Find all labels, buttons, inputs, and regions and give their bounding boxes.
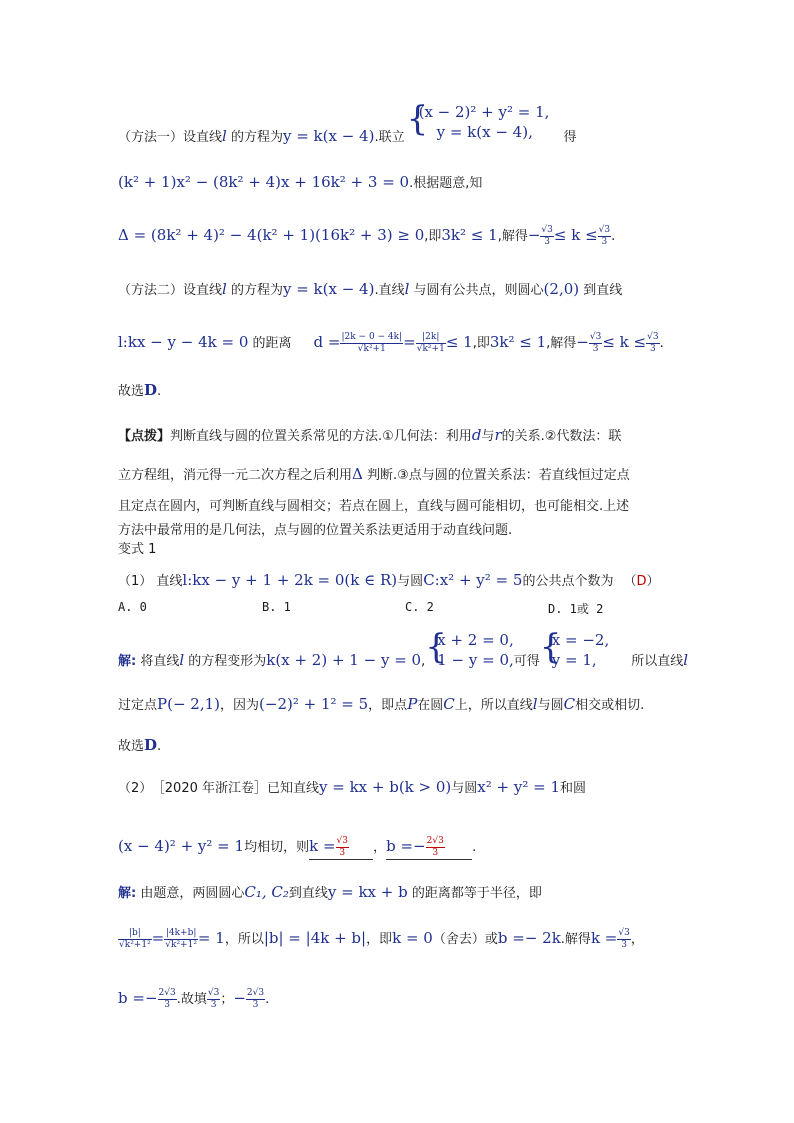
solution-2-line2: $\frac{|b|}{\text{√k²+1²}}$ = $\frac{|4k+b|}{\text{√k²+1²}}$ = 1，所以|b| = |4k + b|，即k = 0（舍去）或b =− 2k.解得k = $\frac{√3}{3}$ ， xyxy=(119,928,644,950)
equation-system: { (x − 2)² + y² = 1, y = k(x − 4), xyxy=(406,98,550,141)
answer-line: 故选D. xyxy=(118,381,162,399)
question-1: （1） 直线l:kx − y + 1 + 2k = 0(k ∈ R)与圆C:x² + y² = 5的公共点个数为 （D） xyxy=(118,571,660,589)
solution-2-line3: b =− $\frac{2√3}{3}$ .故填 $\frac{√3}{3}$ ；− $\frac{2√3}{3}$ . xyxy=(118,988,270,1010)
tip-line2: 立方程组，消元得一元二次方程之后利用Δ 判断.③点与圆的位置关系法：若直线恒过定点 xyxy=(118,465,630,483)
fraction: $\frac{√3}{3}$ xyxy=(618,928,630,950)
question-2-line2: (x − 4)² + y² = 1均相切，则k = $\frac{√3}{3}$ ，b =− $\frac{2√3}{3}$ . xyxy=(118,836,477,858)
answer-line: 故选D. xyxy=(118,736,162,754)
fraction: $\frac{√3}{3}$ xyxy=(541,225,553,247)
option-c: C. 2 xyxy=(405,600,434,614)
fraction: $\frac{|b|}{\text{√k²+1²}}$ xyxy=(119,928,151,950)
fraction: $\frac{√3}{3}$ xyxy=(598,225,611,247)
method1-line: （方法一）设直线l 的方程为y = k(x − 4).联立 { (x − 2)² + y² = 1, y = k(x − 4), 得 xyxy=(118,98,577,145)
variant-heading: 变式 1 xyxy=(118,542,157,557)
tip-line1: 【点拨】判断直线与圆的位置关系常见的方法.①几何法：利用d与r的关系.②代数法：联 xyxy=(118,426,622,444)
option-d: D. 1或 2 xyxy=(548,602,604,616)
answer-blank[interactable]: b =− $\frac{2√3}{3}$ xyxy=(386,836,472,860)
method2-line: （方法二）设直线l 的方程为y = k(x − 4).直线l 与圆有公共点，则圆心(2,0) 到直线 xyxy=(118,280,623,298)
method1-line2: (k² + 1)x² − (8k² + 4)x + 16k² + 3 = 0.根据题意,知 xyxy=(118,173,483,191)
solution-2-line1: 解: 由题意，两圆圆心C₁, C₂到直线y = kx + b 的距离都等于半径，即 xyxy=(118,883,542,901)
question-2: （2） ［2020 年浙江卷］已知直线y = kx + b(k > 0)与圆x² + y² = 1和圆 xyxy=(118,778,587,796)
option-b: B. 1 xyxy=(262,600,291,614)
fraction: $\frac{√3}{3}$ xyxy=(207,988,220,1010)
fraction: $\frac{|2k - 0 - 4k|}{\text{√k²+1}}$ xyxy=(341,332,403,354)
tip-line3: 且定点在圆内，可判断直线与圆相交；若点在圆上，直线与圆可能相切，也可能相交.上述 xyxy=(118,499,630,514)
tip-line4: 方法中最常用的是几何法，点与圆的位置关系法更适用于动直线问题. xyxy=(118,523,513,538)
fraction: $\frac{√3}{3}$ xyxy=(336,836,348,858)
fraction: $\frac{|4k+b|}{\text{√k²+1²}}$ xyxy=(165,928,197,950)
equation-system: { x + 2 = 0, 1 − y = 0, xyxy=(425,626,514,669)
method1-line3: Δ = (8k² + 4)² − 4(k² + 1)(16k² + 3) ≥ 0,即3k² ≤ 1,解得− $\frac{√3}{3}$ ≤ k ≤ $\frac{√3}{3}$ . xyxy=(118,225,616,247)
solution-1-line2: 过定点P(− 2,1)，因为(−2)² + 1² = 5，即点P在圆C上，所以直线l与圆C相交或相切. xyxy=(118,695,645,713)
fraction: $\frac{√3}{3}$ xyxy=(589,332,602,354)
answer-blank[interactable]: k = $\frac{√3}{3}$ xyxy=(309,836,373,860)
method2-line2: l:kx − y − 4k = 0 的距离 d = $\frac{|2k - 0 - 4k|}{\text{√k²+1}}$ = $\frac{|2k|}{\text{√k²+1}}$ ≤ 1,即3k² ≤ 1,解得− $\frac{√3}{3}$ ≤ k ≤ $\frac{√3}{3}$ . xyxy=(118,332,664,354)
fraction: $\frac{√3}{3}$ xyxy=(647,332,659,354)
option-a: A. 0 xyxy=(118,600,147,614)
fraction: $\frac{|2k|}{\text{√k²+1}}$ xyxy=(416,332,445,354)
fraction: $\frac{2√3}{3}$ xyxy=(426,836,444,858)
solution-1-line1: 解: 将直线l 的方程变形为k(x + 2) + 1 − y = 0, { x + 2 = 0, 1 − y = 0, 可得 { x = −2, y = 1, 所以直线l xyxy=(118,626,689,669)
fraction: $\frac{2√3}{3}$ xyxy=(158,988,176,1010)
fraction: $\frac{2√3}{3}$ xyxy=(246,988,265,1010)
equation-system: { x = −2, y = 1, xyxy=(539,626,610,669)
